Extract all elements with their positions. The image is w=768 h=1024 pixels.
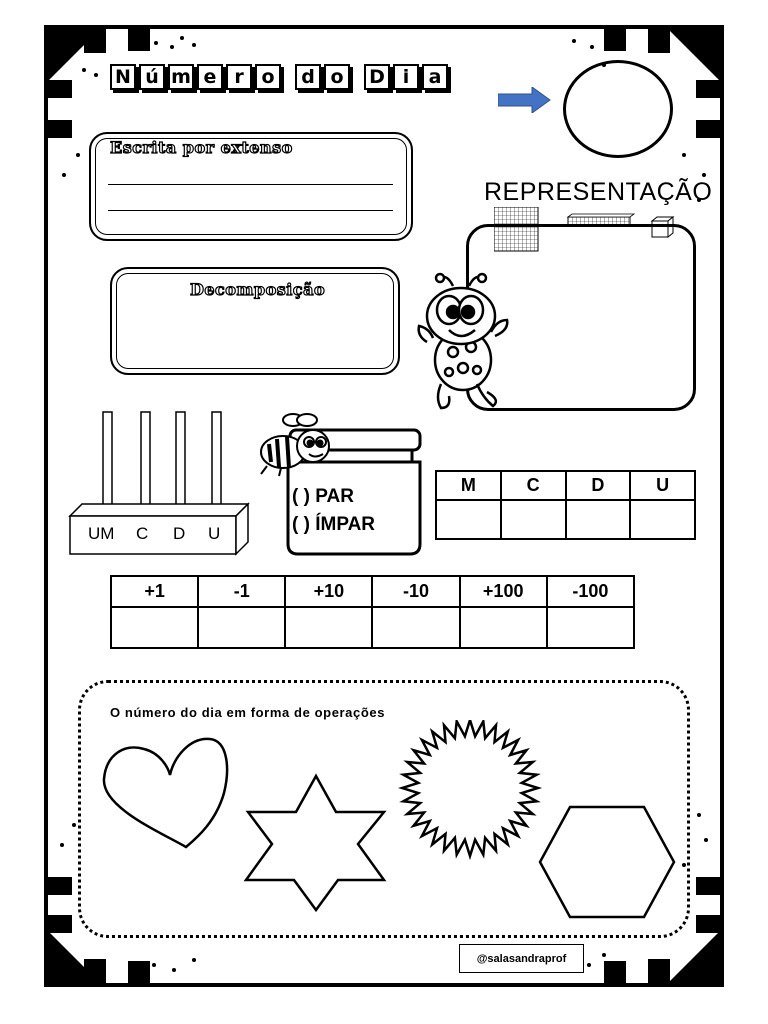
op-cell[interactable] xyxy=(460,607,547,648)
op-cell[interactable] xyxy=(198,607,285,648)
pv-cell[interactable] xyxy=(630,500,695,539)
number-circle[interactable] xyxy=(563,60,673,158)
starburst-outline xyxy=(402,720,538,856)
abacus-label-u: U xyxy=(208,524,221,543)
pv-header-c: C xyxy=(501,471,566,500)
pv-header-d: D xyxy=(566,471,631,500)
title-letter: ú xyxy=(139,64,165,90)
title-letter: a xyxy=(422,64,448,90)
heart-shape[interactable] xyxy=(98,735,238,855)
ladybug-icon xyxy=(413,272,513,422)
operations-title: O número do dia em forma de operações xyxy=(110,705,386,720)
op-header: -100 xyxy=(547,576,634,607)
hexagon-shape[interactable] xyxy=(538,805,676,919)
decomposicao-label: Decomposição xyxy=(190,280,326,299)
operations-table xyxy=(110,575,635,649)
title-gap xyxy=(353,64,361,90)
writing-line xyxy=(108,184,393,185)
credit-badge: @salasandraprof xyxy=(459,944,584,973)
title-letter: i xyxy=(393,64,419,90)
pv-header-m: M xyxy=(436,471,501,500)
arrow-right-icon xyxy=(498,87,552,113)
place-value-table xyxy=(435,470,696,540)
title-gap xyxy=(284,64,292,90)
pv-header-u: U xyxy=(630,471,695,500)
bee-icon xyxy=(255,412,337,478)
abacus-label-um: UM xyxy=(88,524,115,543)
op-header: +1 xyxy=(111,576,198,607)
title-letter: D xyxy=(364,64,390,90)
representacao-label: REPRESENTAÇÃO xyxy=(484,178,713,206)
op-cell[interactable] xyxy=(285,607,372,648)
op-cell[interactable] xyxy=(111,607,198,648)
op-header: -10 xyxy=(372,576,459,607)
pv-cell[interactable] xyxy=(501,500,566,539)
extenso-label: Escrita por extenso xyxy=(110,138,293,157)
title-letter: e xyxy=(197,64,223,90)
abacus-label-d: D xyxy=(173,524,186,543)
pv-cell[interactable] xyxy=(436,500,501,539)
starburst-shape[interactable] xyxy=(398,720,546,860)
pv-cell[interactable] xyxy=(566,500,631,539)
title-letter: N xyxy=(110,64,136,90)
title-letter: o xyxy=(324,64,350,90)
op-cell[interactable] xyxy=(547,607,634,648)
op-header: +10 xyxy=(285,576,372,607)
title-letter: d xyxy=(295,64,321,90)
par-option[interactable]: ( ) PAR xyxy=(292,486,354,507)
writing-line xyxy=(108,210,393,211)
impar-option[interactable]: ( ) ÍMPAR xyxy=(292,514,376,535)
op-header: -1 xyxy=(198,576,285,607)
title-letter: o xyxy=(255,64,281,90)
abacus-label-c: C xyxy=(136,524,149,543)
op-cell[interactable] xyxy=(372,607,459,648)
title-letter: r xyxy=(226,64,252,90)
op-header: +100 xyxy=(460,576,547,607)
page-title xyxy=(110,64,448,90)
star-of-david-shape[interactable] xyxy=(242,772,390,914)
title-letter: m xyxy=(168,64,194,90)
